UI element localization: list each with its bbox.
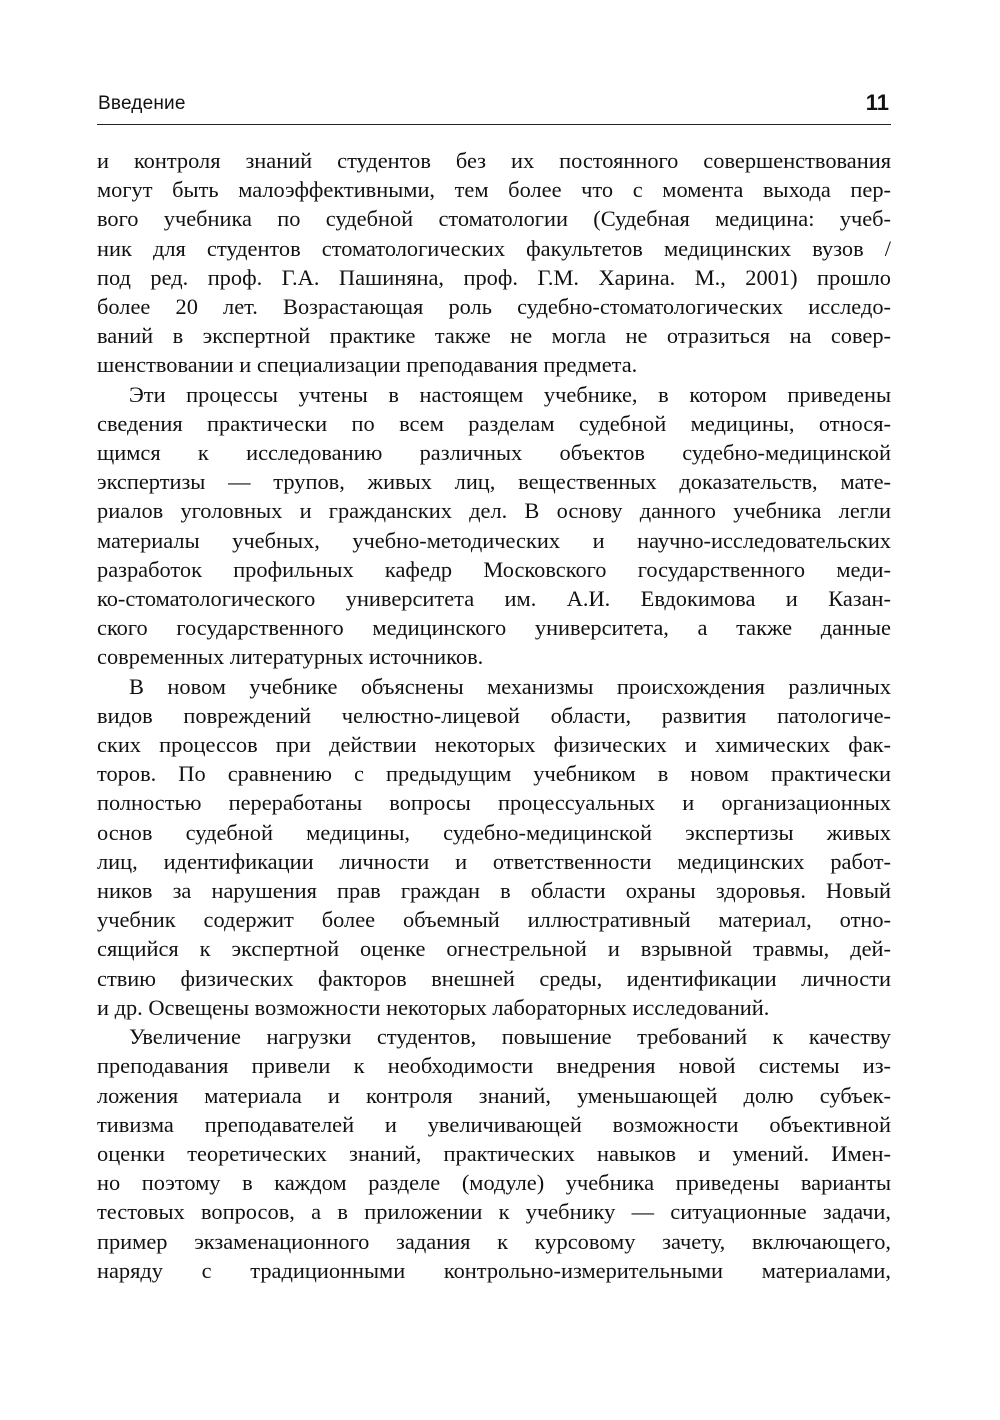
text-line: шенствовании и специализации преподавания предмета. xyxy=(97,352,638,378)
text-line: тестовых вопросов, а в приложении к учебнику — ситуационные задачи, xyxy=(97,1199,891,1225)
text-line: лиц, идентификации личности и ответственности медицинских работ- xyxy=(97,848,891,874)
text-line: ваний в экспертной практике также не могла не отразиться на совер- xyxy=(97,323,891,349)
book-page xyxy=(97,0,891,1420)
section-title: Введение xyxy=(98,93,186,114)
text-line: преподавания привели к необходимости внедрения новой системы из- xyxy=(97,1053,891,1079)
text-line: учебник содержит более объемный иллюстративный материал, отно- xyxy=(97,907,891,933)
text-line: полностью переработаны вопросы процессуальных и организационных xyxy=(97,790,891,816)
text-line: и др. Освещены возможности некоторых лабораторных исследований. xyxy=(97,994,770,1020)
text-line: экспертизы — трупов, живых лиц, вещественных доказательств, мате- xyxy=(97,469,891,495)
text-line: В новом учебнике объяснены механизмы происхождения различных xyxy=(129,673,891,699)
text-line: более 20 лет. Возрастающая роль судебно-стоматологических исследо- xyxy=(97,294,891,320)
text-line: пример экзаменационного задания к курсовому зачету, включающего, xyxy=(97,1228,891,1254)
text-line: основ судебной медицины, судебно-медицинской экспертизы живых xyxy=(97,819,891,845)
text-line: ко-стоматологического университета им. А.И. Евдокимова и Казан- xyxy=(97,586,891,612)
text-line: ского государственного медицинского университета, а также данные xyxy=(97,615,891,641)
text-line: сведения практически по всем разделам судебной медицины, относя- xyxy=(97,410,891,436)
text-line: современных литературных источников. xyxy=(97,644,484,670)
text-line: под ред. проф. Г.А. Пашиняна, проф. Г.М. Харина. М., 2001) прошло xyxy=(97,264,891,290)
text-line: ников за нарушения прав граждан в области охраны здоровья. Новый xyxy=(97,878,891,904)
text-line: щимся к исследованию различных объектов судебно-медицинской xyxy=(97,440,891,466)
text-line: разработок профильных кафедр Московского государственного меди- xyxy=(97,556,891,582)
text-line: Увеличение нагрузки студентов, повышение требований к качеству xyxy=(129,1024,891,1050)
running-header xyxy=(97,88,891,125)
text-line: сящийся к экспертной оценке огнестрельной и взрывной травмы, дей- xyxy=(97,936,891,962)
text-line: наряду с традиционными контрольно-измерительными материалами, xyxy=(97,1257,891,1283)
body-text xyxy=(97,146,891,1285)
text-line: тивизма преподавателей и увеличивающей возможности объективной xyxy=(97,1111,891,1137)
text-line: ских процессов при действии некоторых физических и химических фак- xyxy=(97,732,891,758)
text-line: видов повреждений челюстно-лицевой области, развития патологиче- xyxy=(97,702,891,728)
text-line: могут быть малоэффективными, тем более что с момента выхода пер- xyxy=(97,177,891,203)
text-line: ложения материала и контроля знаний, уменьшающей долю субъек- xyxy=(97,1082,891,1108)
text-line: Эти процессы учтены в настоящем учебнике, в котором приведены xyxy=(129,381,891,407)
text-line: вого учебника по судебной стоматологии (Судебная медицина: учеб- xyxy=(97,206,891,232)
text-line: ствию физических факторов внешней среды, идентификации личности xyxy=(97,965,891,991)
text-line: риалов уголовных и гражданских дел. В основу данного учебника легли xyxy=(97,498,891,524)
text-line: материалы учебных, учебно-методических и научно-исследовательских xyxy=(97,527,891,553)
text-line: и контроля знаний студентов без их постоянного совершенствования xyxy=(97,148,891,173)
page-number: 11 xyxy=(865,90,889,115)
text-line: ник для студентов стоматологических факультетов медицинских вузов / xyxy=(97,235,891,261)
text-line: но поэтому в каждом разделе (модуле) учебника приведены варианты xyxy=(97,1170,891,1196)
text-line: оценки теоретических знаний, практических навыков и умений. Имен- xyxy=(97,1140,891,1166)
text-line: торов. По сравнению с предыдущим учебником в новом практически xyxy=(97,761,891,787)
